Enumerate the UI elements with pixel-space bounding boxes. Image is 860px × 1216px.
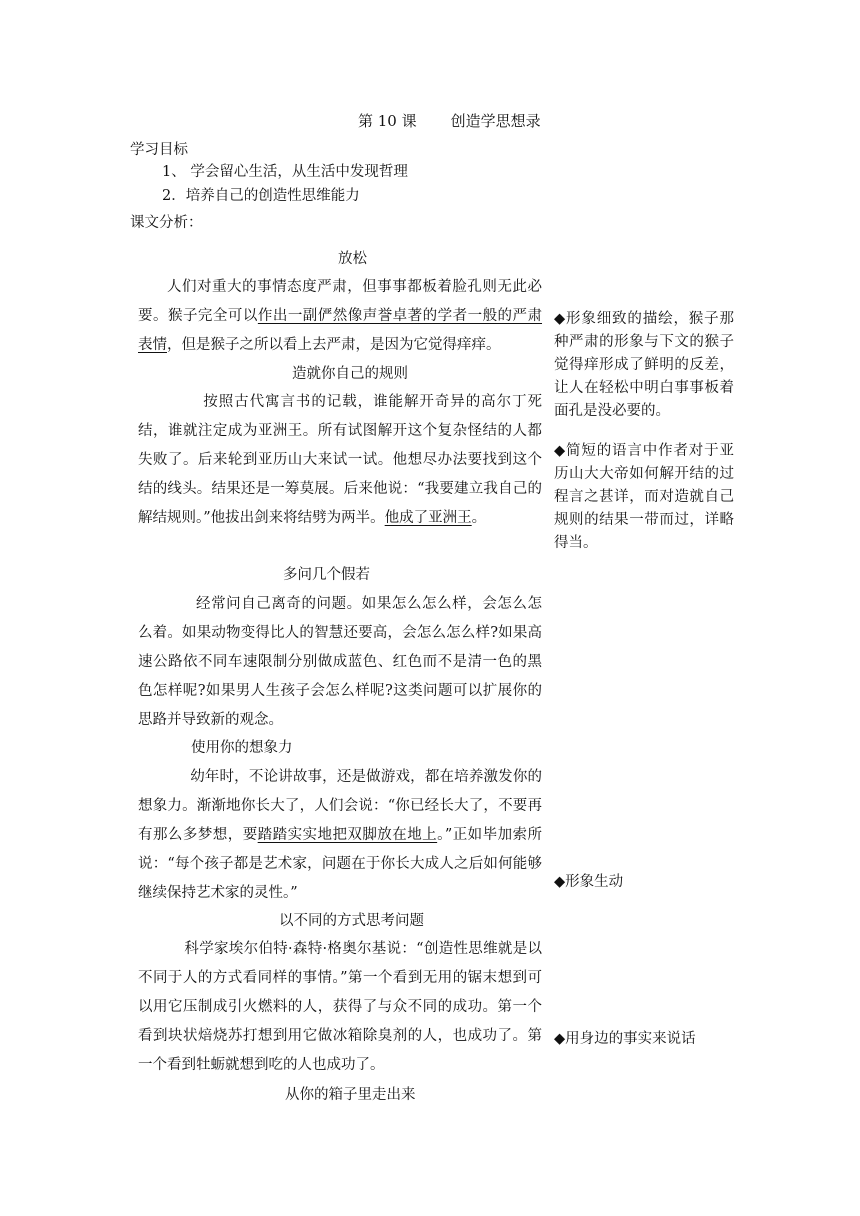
- underlined-phrase: 他成了亚洲王: [384, 510, 472, 526]
- objectives-heading: 学习目标: [130, 142, 188, 158]
- paragraph-text: 按照古代寓言书的记载，谁能解开奇异的高尔丁死结，谁就注定成为亚洲王。所有试图解开这个复杂怪结的人都失败了。后来轮到亚历山大来试一试。他想尽办法要找到这个结的线头。结果还是一筹莫展。后来他说：“我要建立我自己的解结规则。”他拔出剑来将结劈为两半。: [138, 394, 542, 526]
- objective-item-1: 1、 学会留心生活，从生活中发现哲理: [162, 164, 408, 180]
- section-title-whatif: 多问几个假若: [283, 567, 370, 583]
- section-body-relax: [138, 273, 542, 360]
- lesson-title: [358, 110, 541, 132]
- paragraph-text-end: 。: [471, 510, 487, 526]
- analysis-heading: 课文分析：: [130, 215, 203, 231]
- paragraph: [138, 590, 542, 735]
- underlined-phrase: 作出一副俨然像声誉卓著的学者一般的严肃表情: [138, 308, 543, 353]
- section-title-imagination: 使用你的想象力: [191, 740, 293, 756]
- section-title-rules: 造就你自己的规则: [292, 366, 408, 382]
- lesson-name: 创造学思想录: [450, 112, 541, 130]
- objective-item-2: 2．培养自己的创造性思维能力: [162, 188, 360, 204]
- lesson-number: 第 10 课: [358, 112, 417, 130]
- paragraph-text: 科学家埃尔伯特·森特·格奥尔基说：“创造性思维就是以不同于人的方式看同样的事情。”第一个看到无用的锯末想到可以用它压制成引火燃料的人，获得了与众不同的成功。第一个看到块状焙烧苏打想到用它做冰箱除臭剂的人，也成功了。第一个看到牡蛎就想到吃的人也成功了。: [138, 941, 542, 1073]
- paragraph: [138, 935, 542, 1080]
- section-body-imagination: [138, 763, 542, 908]
- margin-note-text: ◆简短的语言中作者对于亚历山大大帝如何解开结的过程言之甚详，而对造就自己规则的结果一带而过，详略得当。: [554, 443, 734, 551]
- section-body-different: [138, 935, 542, 1080]
- section-title-box: 从你的箱子里走出来: [285, 1087, 416, 1103]
- paragraph: [138, 388, 542, 533]
- paragraph-text: 人们对重大的事情态度严肃，但事事都板着脸孔则无此必要。猴子完全可以: [138, 279, 542, 324]
- underlined-phrase: 踏踏实实地把双脚放在地上: [257, 827, 438, 843]
- margin-note-text: ◆形象细致的描绘，猴子那种严肃的形象与下文的猴子觉得痒形成了鲜明的反差，让人在轻松中明白事事板着面孔是没必要的。: [554, 311, 734, 419]
- margin-note-1: [554, 308, 734, 423]
- section-body-rules: [138, 388, 542, 533]
- section-body-whatif: [138, 590, 542, 735]
- margin-note-text: ◆用身边的事实来说话: [554, 1031, 696, 1047]
- paragraph-text-end: 。”正如毕加索所说：“每个孩子都是艺术家，问题在于你长大成人之后如何能够继续保持艺术家的灵性。”: [138, 827, 542, 901]
- section-title-relax: 放松: [338, 251, 367, 267]
- margin-note-2: [554, 440, 734, 555]
- paragraph-text: 幼年时，不论讲故事，还是做游戏，都在培养激发你的想象力。渐渐地你长大了，人们会说：“你已经长大了，不要再有那么多梦想，要: [138, 769, 542, 843]
- section-title-different: 以不同的方式思考问题: [279, 913, 424, 929]
- margin-note-text: ◆形象生动: [554, 874, 624, 890]
- margin-note-3: [554, 871, 734, 894]
- paragraph: [138, 763, 542, 908]
- paragraph-text-end: ，但是猴子之所以看上去严肃，是因为它觉得痒痒。: [167, 337, 501, 353]
- paragraph: [138, 273, 542, 360]
- paragraph-text: 经常问自己离奇的问题。如果怎么怎么样，会怎么怎么着。如果动物变得比人的智慧还要高，会怎么怎么样?如果高速公路依不同车速限制分别做成蓝色、红色而不是清一色的黑色怎样呢?如果男人生孩子会怎么样呢?这类问题可以扩展你的思路并导致新的观念。: [138, 596, 542, 728]
- margin-note-4: [554, 1028, 734, 1051]
